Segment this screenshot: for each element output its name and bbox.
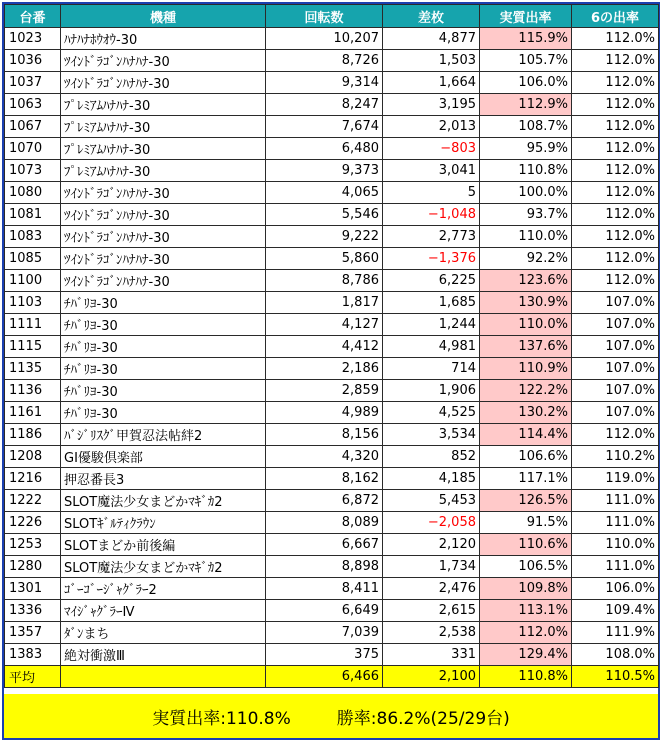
spins-cell: 6,649 [266,600,383,622]
table-row [5,490,659,512]
machine-number-cell: 1357 [5,622,61,644]
table-row [5,446,659,468]
actual-payout-cell: 114.4% [480,424,572,446]
setting6-payout-cell: 112.0% [572,204,659,226]
setting6-payout-cell: 112.0% [572,226,659,248]
setting6-payout-cell: 112.0% [572,138,659,160]
setting6-payout-cell: 112.0% [572,248,659,270]
coin-diff-cell: 2,773 [383,226,480,248]
spins-cell: 6,667 [266,534,383,556]
table-row [5,358,659,380]
coin-diff-cell: 4,185 [383,468,480,490]
spins-cell: 8,089 [266,512,383,534]
actual-payout-cell: 100.0% [480,182,572,204]
actual-payout-cell: 129.4% [480,644,572,666]
setting6-payout-cell: 107.0% [572,292,659,314]
spins-cell: 4,412 [266,336,383,358]
machine-number-cell: 1115 [5,336,61,358]
actual-payout-cell: 110.0% [480,314,572,336]
coin-diff-cell: 1,685 [383,292,480,314]
actual-payout-cell: 122.2% [480,380,572,402]
setting6-payout-cell: 111.0% [572,490,659,512]
table-row [5,512,659,534]
model-cell: ﾂｲﾝﾄﾞﾗｺﾞﾝﾊﾅﾊﾅ-30 [61,204,266,226]
table-row [5,28,659,50]
model-cell: ﾊﾞｼﾞﾘｽｸﾞ甲賀忍法帖絆2 [61,424,266,446]
col-header-model: 機種 [61,5,266,28]
machine-number-cell: 1073 [5,160,61,182]
spins-cell: 8,162 [266,468,383,490]
model-cell: 絶対衝激Ⅲ [61,644,266,666]
table-row [5,160,659,182]
model-cell: 押忍番長3 [61,468,266,490]
table-row [5,600,659,622]
setting6-payout-cell: 112.0% [572,270,659,292]
machine-number-cell: 1063 [5,94,61,116]
setting6-payout-cell: 112.0% [572,28,659,50]
setting6-payout-cell: 110.0% [572,534,659,556]
model-cell: ﾌﾟﾚﾐｱﾑﾊﾅﾊﾅ-30 [61,138,266,160]
table-row [5,292,659,314]
coin-diff-cell: 1,906 [383,380,480,402]
actual-payout-cell: 93.7% [480,204,572,226]
model-cell: ﾁﾊﾞﾘﾖ-30 [61,402,266,424]
machine-number-cell: 1083 [5,226,61,248]
table-row [5,556,659,578]
actual-payout-cell: 117.1% [480,468,572,490]
coin-diff-cell: 2,013 [383,116,480,138]
average-coin-diff: 2,100 [383,666,480,688]
actual-payout-cell: 130.2% [480,402,572,424]
table-row [5,50,659,72]
model-cell: ﾏｲｼﾞｬｸﾞﾗｰⅣ [61,600,266,622]
actual-payout-cell: 113.1% [480,600,572,622]
spins-cell: 9,222 [266,226,383,248]
model-cell: ﾁﾊﾞﾘﾖ-30 [61,292,266,314]
spins-cell: 9,314 [266,72,383,94]
table-row [5,248,659,270]
col-header-coin-diff: 差枚 [383,5,480,28]
spins-cell: 4,320 [266,446,383,468]
coin-diff-cell: −1,376 [383,248,480,270]
setting6-payout-cell: 110.2% [572,446,659,468]
header-row [5,5,659,28]
coin-diff-cell: 852 [383,446,480,468]
coin-diff-cell: 5 [383,182,480,204]
machine-number-cell: 1103 [5,292,61,314]
spins-cell: 1,817 [266,292,383,314]
col-header-actual-payout: 実質出率 [480,5,572,28]
model-cell: ﾀﾞﾝまち [61,622,266,644]
machine-number-cell: 1085 [5,248,61,270]
model-cell: ﾌﾟﾚﾐｱﾑﾊﾅﾊﾅ-30 [61,116,266,138]
actual-payout-cell: 112.0% [480,622,572,644]
model-cell: ﾂｲﾝﾄﾞﾗｺﾞﾝﾊﾅﾊﾅ-30 [61,270,266,292]
actual-payout-cell: 110.9% [480,358,572,380]
coin-diff-cell: 1,734 [383,556,480,578]
col-header-spins: 回転数 [266,5,383,28]
table-row [5,424,659,446]
table-row [5,336,659,358]
setting6-payout-cell: 107.0% [572,314,659,336]
coin-diff-cell: −803 [383,138,480,160]
report-frame [2,2,660,740]
machine-number-cell: 1067 [5,116,61,138]
spins-cell: 10,207 [266,28,383,50]
setting6-payout-cell: 111.0% [572,512,659,534]
setting6-payout-cell: 111.9% [572,622,659,644]
spins-cell: 4,065 [266,182,383,204]
model-cell: SLOT魔法少女まどかﾏｷﾞｶ2 [61,556,266,578]
spins-cell: 7,039 [266,622,383,644]
setting6-payout-cell: 111.0% [572,556,659,578]
coin-diff-cell: 6,225 [383,270,480,292]
table-row [5,534,659,556]
table-row [5,94,659,116]
actual-payout-cell: 112.9% [480,94,572,116]
average-row [5,666,659,688]
spins-cell: 2,186 [266,358,383,380]
model-cell: ﾂｲﾝﾄﾞﾗｺﾞﾝﾊﾅﾊﾅ-30 [61,182,266,204]
actual-payout-cell: 126.5% [480,490,572,512]
model-cell: ﾁﾊﾞﾘﾖ-30 [61,336,266,358]
average-setting6-payout: 110.5% [572,666,659,688]
setting6-payout-cell: 112.0% [572,424,659,446]
spins-cell: 5,546 [266,204,383,226]
setting6-payout-cell: 112.0% [572,72,659,94]
coin-diff-cell: 3,534 [383,424,480,446]
table-row [5,182,659,204]
table-row [5,622,659,644]
spins-cell: 6,480 [266,138,383,160]
actual-payout-cell: 123.6% [480,270,572,292]
setting6-payout-cell: 106.0% [572,578,659,600]
setting6-payout-cell: 112.0% [572,182,659,204]
summary-winrate: 勝率:86.2%(25/29台) [336,708,510,729]
model-cell: ﾊﾅﾊﾅﾎｳｵｳ-30 [61,28,266,50]
machine-number-cell: 1161 [5,402,61,424]
coin-diff-cell: 2,538 [383,622,480,644]
average-spins: 6,466 [266,666,383,688]
average-actual-payout: 110.8% [480,666,572,688]
machine-number-cell: 1336 [5,600,61,622]
model-cell: ﾂｲﾝﾄﾞﾗｺﾞﾝﾊﾅﾊﾅ-30 [61,72,266,94]
actual-payout-cell: 137.6% [480,336,572,358]
model-cell: ﾌﾟﾚﾐｱﾑﾊﾅﾊﾅ-30 [61,160,266,182]
coin-diff-cell: 331 [383,644,480,666]
coin-diff-cell: 3,041 [383,160,480,182]
machine-number-cell: 1301 [5,578,61,600]
summary-payout: 実質出率:110.8% [152,708,291,729]
summary-banner [4,694,658,738]
actual-payout-cell: 110.8% [480,160,572,182]
setting6-payout-cell: 112.0% [572,50,659,72]
actual-payout-cell: 110.0% [480,226,572,248]
model-cell: GI優駿倶楽部 [61,446,266,468]
coin-diff-cell: 714 [383,358,480,380]
machine-number-cell: 1226 [5,512,61,534]
table-row [5,204,659,226]
setting6-payout-cell: 108.0% [572,644,659,666]
setting6-payout-cell: 109.4% [572,600,659,622]
model-cell: ﾂｲﾝﾄﾞﾗｺﾞﾝﾊﾅﾊﾅ-30 [61,50,266,72]
spins-cell: 8,786 [266,270,383,292]
model-cell: ﾁﾊﾞﾘﾖ-30 [61,314,266,336]
machine-number-cell: 1036 [5,50,61,72]
model-cell: ﾂｲﾝﾄﾞﾗｺﾞﾝﾊﾅﾊﾅ-30 [61,248,266,270]
spins-cell: 2,859 [266,380,383,402]
actual-payout-cell: 95.9% [480,138,572,160]
spins-cell: 9,373 [266,160,383,182]
average-model [61,666,266,688]
coin-diff-cell: 1,503 [383,50,480,72]
coin-diff-cell: 4,525 [383,402,480,424]
actual-payout-cell: 106.6% [480,446,572,468]
machine-number-cell: 1100 [5,270,61,292]
model-cell: SLOTまどか前後編 [61,534,266,556]
average-label: 平均 [5,666,61,688]
machine-number-cell: 1186 [5,424,61,446]
setting6-payout-cell: 107.0% [572,358,659,380]
coin-diff-cell: 3,195 [383,94,480,116]
machine-number-cell: 1253 [5,534,61,556]
col-header-setting6-payout: 6の出率 [572,5,659,28]
spins-cell: 6,872 [266,490,383,512]
actual-payout-cell: 92.2% [480,248,572,270]
machine-number-cell: 1070 [5,138,61,160]
setting6-payout-cell: 119.0% [572,468,659,490]
table-row [5,72,659,94]
actual-payout-cell: 105.7% [480,50,572,72]
actual-payout-cell: 106.0% [480,72,572,94]
machine-number-cell: 1222 [5,490,61,512]
actual-payout-cell: 130.9% [480,292,572,314]
machine-number-cell: 1081 [5,204,61,226]
table-row [5,380,659,402]
machine-results-table [4,4,659,688]
spins-cell: 8,726 [266,50,383,72]
coin-diff-cell: −1,048 [383,204,480,226]
actual-payout-cell: 106.5% [480,556,572,578]
model-cell: ﾁﾊﾞﾘﾖ-30 [61,380,266,402]
model-cell: ﾁﾊﾞﾘﾖ-30 [61,358,266,380]
table-row [5,314,659,336]
model-cell: ﾌﾟﾚﾐｱﾑﾊﾅﾊﾅ-30 [61,94,266,116]
actual-payout-cell: 115.9% [480,28,572,50]
setting6-payout-cell: 107.0% [572,380,659,402]
coin-diff-cell: −2,058 [383,512,480,534]
machine-number-cell: 1023 [5,28,61,50]
spins-cell: 7,674 [266,116,383,138]
actual-payout-cell: 110.6% [480,534,572,556]
coin-diff-cell: 1,664 [383,72,480,94]
machine-number-cell: 1135 [5,358,61,380]
machine-number-cell: 1280 [5,556,61,578]
model-cell: SLOT魔法少女まどかﾏｷﾞｶ2 [61,490,266,512]
setting6-payout-cell: 107.0% [572,402,659,424]
table-row [5,226,659,248]
spins-cell: 8,898 [266,556,383,578]
coin-diff-cell: 5,453 [383,490,480,512]
spins-cell: 4,989 [266,402,383,424]
table-row [5,644,659,666]
machine-number-cell: 1383 [5,644,61,666]
actual-payout-cell: 91.5% [480,512,572,534]
actual-payout-cell: 108.7% [480,116,572,138]
spins-cell: 8,247 [266,94,383,116]
setting6-payout-cell: 107.0% [572,336,659,358]
coin-diff-cell: 4,981 [383,336,480,358]
table-row [5,138,659,160]
machine-number-cell: 1136 [5,380,61,402]
table-row [5,270,659,292]
model-cell: SLOTｷﾞﾙﾃｨｸﾗｳﾝ [61,512,266,534]
machine-number-cell: 1037 [5,72,61,94]
col-header-machine-number: 台番 [5,5,61,28]
actual-payout-cell: 109.8% [480,578,572,600]
coin-diff-cell: 2,615 [383,600,480,622]
setting6-payout-cell: 112.0% [572,160,659,182]
spins-cell: 8,156 [266,424,383,446]
machine-number-cell: 1111 [5,314,61,336]
spins-cell: 8,411 [266,578,383,600]
model-cell: ﾂｲﾝﾄﾞﾗｺﾞﾝﾊﾅﾊﾅ-30 [61,226,266,248]
machine-number-cell: 1080 [5,182,61,204]
table-row [5,116,659,138]
spins-cell: 4,127 [266,314,383,336]
table-row [5,578,659,600]
machine-number-cell: 1216 [5,468,61,490]
coin-diff-cell: 1,244 [383,314,480,336]
coin-diff-cell: 4,877 [383,28,480,50]
table-row [5,402,659,424]
setting6-payout-cell: 112.0% [572,94,659,116]
setting6-payout-cell: 112.0% [572,116,659,138]
machine-number-cell: 1208 [5,446,61,468]
spins-cell: 375 [266,644,383,666]
coin-diff-cell: 2,476 [383,578,480,600]
coin-diff-cell: 2,120 [383,534,480,556]
table-row [5,468,659,490]
model-cell: ｺﾞｰｺﾞｰｼﾞｬｸﾞﾗｰ2 [61,578,266,600]
spins-cell: 5,860 [266,248,383,270]
